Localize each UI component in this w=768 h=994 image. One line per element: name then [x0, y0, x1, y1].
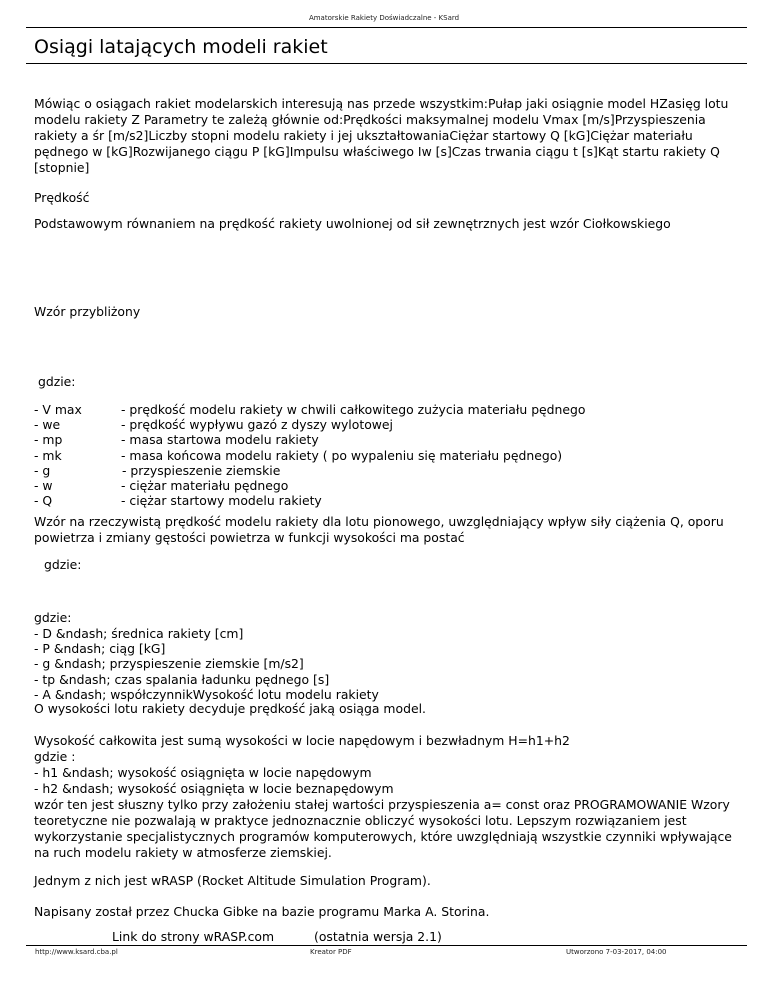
legend-description: - masa startowa modelu rakiety [121, 432, 319, 448]
footer-created: Utworzono 7-03-2017, 04:00 [566, 948, 667, 956]
version-note: (ostatnia wersja 2.1) [314, 929, 442, 944]
intro-paragraph: Mówiąc o osiągach rakiet modelarskich interesują nas przede wszystkim:Pułap jaki osiągnie model HZasięg lotu modelu rakiety Z Parametry te zależą głównie od:Prędkości maksymalnej modelu Vmax [m/s]Przyspieszenia rakiety a śr [m/s2]Liczby stopni modelu rakiety i jej ukształtowaniaCiężar startowy Q [kG]Ciężar materiału pędnego w [kG]Rozwijanego ciągu P [kG]Impulsu właściwego Iw [s]Czas trwania ciągu t [s]Kąt startu rakiety Q [stopnie] [34, 96, 729, 175]
legend-symbol: - we [34, 417, 61, 433]
title-divider [26, 63, 747, 64]
legend-symbol: - w [34, 477, 53, 493]
wrasp-link[interactable]: Link do strony wRASP.com [112, 929, 275, 944]
legend-symbol: - Q [34, 493, 53, 509]
legend-symbol: - V max [34, 402, 82, 417]
where-label: gdzie: [38, 374, 76, 389]
formula-note-paragraph: wzór ten jest słuszny tylko przy założeniu stałej wartości przyspieszenia a= const oraz PROGRAMOWANIE Wzory teoretyczne nie pozwalają w praktyce jednoznacznie obliczyć wysokości lotu. Lepszym rozwiązaniem jest wykorzystanie specjalistycznych programów komputerowych, które uwzględniają wszystkie czynniki wpływające na ruch modelu rakiety w atmosferze ziemskiej. [34, 797, 732, 860]
header-divider [26, 27, 747, 28]
legend-description: - przyspieszenie ziemskie [122, 462, 281, 478]
author-paragraph: Napisany został przez Chucka Gibke na bazie programu Marka A. Storina. [34, 904, 490, 919]
page-title: Osiągi latających modeli rakiet [34, 36, 328, 58]
approx-formula-label: Wzór przybliżony [34, 304, 141, 319]
legend-description: - ciężar startowy modelu rakiety [121, 493, 322, 509]
footer-url[interactable]: http://www.ksard.cba.pl [35, 948, 118, 956]
parameter-list [34, 626, 379, 702]
legend-symbol: - mk [34, 447, 62, 463]
footer-divider [26, 945, 747, 946]
list-item: - P &ndash; ciąg [kG] [34, 641, 166, 657]
footer-creator: Kreator PDF [310, 948, 352, 956]
list-item: - D &ndash; średnica rakiety [cm] [34, 626, 244, 641]
total-height-line: gdzie : [34, 749, 76, 764]
legend-symbol: - mp [34, 432, 63, 448]
velocity-paragraph: Podstawowym równaniem na prędkość rakiety uwolnionej od sił zewnętrznych jest wzór Ciołkowskiego [34, 216, 671, 231]
where-label: gdzie: [44, 557, 82, 572]
list-item: - g &ndash; przyspieszenie ziemskie [m/s2] [34, 656, 304, 672]
legend-symbol: - g [34, 462, 51, 478]
site-header: Amatorskie Rakiety Doświadczalne - KSard [308, 14, 460, 22]
list-item: - tp &ndash; czas spalania ładunku pędnego [s] [34, 671, 330, 687]
total-height-line: Wysokość całkowita jest sumą wysokości w locie napędowym i bezwładnym H=h1+h2 [34, 733, 570, 748]
height-intro: O wysokości lotu rakiety decyduje prędkość jaką osiąga model. [34, 701, 426, 716]
legend-description: - prędkość wypływu gazó z dyszy wylotowej [121, 417, 393, 433]
real-velocity-paragraph: Wzór na rzeczywistą prędkość modelu rakiety dla lotu pionowego, uwzględniający wpływ siły ciążenia Q, oporu powietrza i zmiany gęstości powietrza w funkcji wysokości ma postać [34, 514, 724, 545]
legend-description: - masa końcowa modelu rakiety ( po wypaleniu się materiału pędnego) [121, 447, 563, 463]
total-height-line: - h1 &ndash; wysokość osiągnięta w locie napędowym [34, 765, 372, 780]
list-item: - A &ndash; współczynnikWysokość lotu modelu rakiety [34, 686, 379, 702]
legend-description: - prędkość modelu rakiety w chwili całkowitego zużycia materiału pędnego [121, 402, 586, 417]
wrasp-paragraph: Jednym z nich jest wRASP (Rocket Altitude Simulation Program). [34, 873, 431, 888]
where-label: gdzie: [34, 610, 72, 625]
legend-description: - ciężar materiału pędnego [121, 477, 289, 493]
total-height-block [34, 733, 734, 797]
velocity-heading: Prędkość [34, 190, 90, 205]
total-height-line: - h2 &ndash; wysokość osiągnięta w locie beznapędowym [34, 781, 394, 796]
